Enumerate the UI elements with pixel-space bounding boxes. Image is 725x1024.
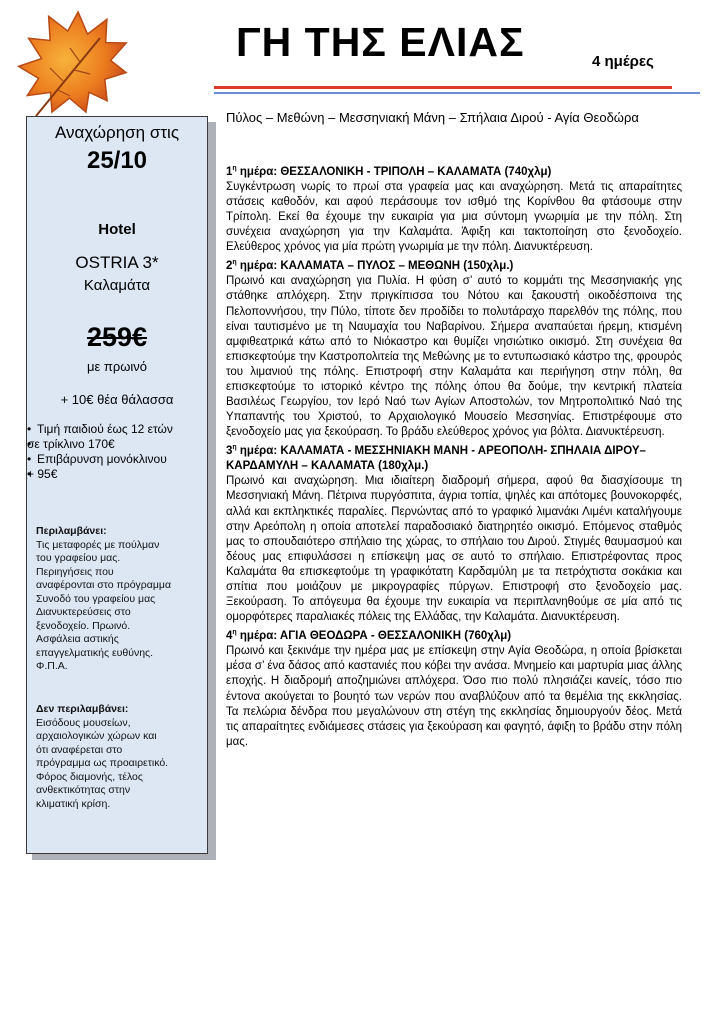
route-summary: Πύλος – Μεθώνη – Μεσσηνιακή Μάνη – Σπήλαια Διρού - Αγία Θεοδώρα [226,110,639,125]
includes-line: Περιηγήσεις που [36,565,114,578]
hotel-city: Καλαμάτα [83,277,151,294]
includes-line: του γραφείου μας. [36,552,121,564]
day-number: 4 [226,630,233,643]
excludes-line: Εισόδους μουσείων, [36,716,131,729]
departure-date: 25/10 [86,147,148,174]
excludes-line: ότι αναφέρεται στο [36,743,123,756]
page-title: ΓΗ ΤΗΣ ΕΛΙΑΣ [236,19,525,65]
includes-line: αναφέρονται στο πρόγραμμα [36,579,172,591]
sea-view-extra: + 10€ θέα θάλασσα [60,392,174,407]
day-number: 1 [226,165,233,178]
price-note-item: • Επιβάρυνση μονόκλινου [27,452,205,467]
day-description: Συγκέντρωση νωρίς το πρωί στα γραφεία μας και αναχώρηση. Μετά τις απαραίτητες στάσεις καθοδόν, και αφού περάσουμε τον ισθμό της Κορίνθου θα φτάσουμε στην Τρίπολη. Εκεί θα έχουμε την ευκαιρία για μια σύντομη γνωριμία με την πόλη. Στη συνέχεια αναχώρηση για την Καλαμάτα. Άφιξη και τακτοποίηση στο ξενοδοχείο. Ελεύθερος χρόνος για μία πρώτη γνωριμία με την πόλη. Διανυκτέρευση. [226,180,682,254]
day-description: Πρωινό και αναχώρηση για Πυλία. Η φύση σ’ αυτό το κομμάτι της Μεσσηνιακής γης στάθηκε απλόχερη. Στην πριγκίπισσα του Νότου και ξακουστή οικοδέσποινα της Πελοποννήσου, την Πύλο, τίποτε δεν προδίδει το πολυτάραχο παρελθόν της πόλης, που είναι ταυτισμένο με τη Ναυμαχία του Ναβαρίνου. Σήμερα αναπαύεται ήρεμη, κτισμένη αμφιθεατρικά κάτω από το Νιόκαστρο και θυμίζει νησιώτικο οικισμό. Στη συνέχεια θα επισκεφτούμε την Καστροπολιτεία της Μεθώνης με το εντυπωσιακό κάστρο της, φρουρός του λιμανιού της πόλης. Επιστροφή στην Καλαμάτα και περιήγηση στην πόλη, θα επισκεφτούμε το ιστορικό κέντρο της πόλης όπου θα δούμε, την κεντρική πλατεία Βασιλέως Γεωργίου, τον Ιερό Ναό των Αγίων Αποστολών, τον Μητροπολιτικό Ναό της Υπαπαντής του Χριστού, το Αρχαιολογικό Μουσείο Μεσσηνίας. Επιστρέφουμε στο ξενοδοχείο μας για ξεκούραση. Το βράδυ ελεύθερος χρόνος για βόλτα. Διανυκτέρευση. [226,275,682,439]
price-note-item: • σε τρίκλινο 170€ [27,437,205,452]
price-note-item: • Τιμή παιδιού έως 12 ετών [27,422,205,437]
excludes-section [36,703,202,811]
price-notes-list [27,422,205,482]
includes-section [36,525,202,674]
day-heading [226,255,682,274]
day-heading [226,625,682,644]
departure-label: Αναχώρηση στις [54,123,180,142]
day-ordinal: η [232,165,237,172]
day-heading [226,440,682,474]
includes-title: Περιλαμβάνει: [36,525,107,537]
includes-line: Τις μεταφορές με πούλμαν [36,538,160,551]
excludes-line: ανθεκτικότητας στην [36,784,131,796]
day-heading-text: ημέρα: ΘΕΣΣΑΛΟΝΙΚΗ - ΤΡΙΠΟΛΗ – ΚΑΛΑΜΑΤΑ (740χλμ) [236,165,552,178]
header-rule-blue [214,92,700,94]
excludes-line: Φόρος διαμονής, τέλος [36,770,143,783]
excludes-line: κλιματική κρίση. [36,797,111,810]
day-number: 3 [226,445,233,458]
includes-line: Συνοδό του γραφείου μας [36,592,156,605]
price: 259€ [86,322,148,352]
excludes-line: αρχαιολογικών χώρων και [36,730,157,742]
itinerary [226,161,682,750]
excludes-line: πρόγραμμα ως προαιρετικό. [36,757,169,769]
includes-line: Φ.Π.Α. [36,660,68,672]
day-description: Πρωινό και αναχώρηση. Μια ιδιαίτερη διαδρομή σήμερα, αφού θα διασχίσουμε τη Μεσσηνιακή Μάνη. Πέτρινα πυργόσπιτα, άγρια τοπία, ψηλές και απότομες βουνοκορφές, αλλά και εκπληκτικές παραλίες. Περνώντας από το γραφικό λιμανάκι Λιμένι καταλήγουμε στην Αρεόπολη η οποία αποτελεί παραδοσιακό διατηρητέο οικισμό. Επόμενος σταθμός μας το σπουδαιότερο σπήλαιο της χώρας, το σπήλαιο του Διρού. Στιγμές θαυμασμού και δέους μας επιφυλάσσει η επίσκεψη μας σε αυτό το σπήλαιο. Επιστρέφοντας προς Καλαμάτα θα επισκεφτούμε τη γραφικότατη Καρδαμύλη με τα πετρόχτιστα σοκάκια και σπίτια που μοιάζουν με μικρογραφίες πύργων. Επιστροφή στο ξενοδοχείο μας. Ξεκούραση. Το απόγευμα θα έχουμε την ευκαιρία να περιπλανηθούμε σε μία από τις ομορφότερες παραλιακές πόλεις της Ελλάδας, την Καλαμάτα. Διανυκτέρευση. [226,475,682,624]
day-description: Πρωινό και ξεκινάμε την ημέρα μας με επίσκεψη στην Αγία Θεοδώρα, η οποία βρίσκεται μέσα σ’ ένα δάσος από καστανιές που κόβει την ανάσα. Μνημείο και μαρτυρία μιας άλλης εποχής. Η διαδρομή αποζημιώνει απλόχερα. Όσο πιο πολύ πλησιάζει κανείς, τόσο πιο έντονα ακούγεται το βουητό των νερών που αναβλύζουν από τα θεμέλια της εκκλησίας. Τα πελώρια δένδρα που μεγαλώνουν στη στέγη της εκκλησίας δημιουργούν δέος. Μετά τις απαραίτητες ενδιάμεσες στάσεις για ξεκούραση και φαγητό, άφιξη το βράδυ στην πόλη μας. [226,645,682,748]
price-note-item: • + 95€ [27,467,205,482]
price-note: με πρωινό [86,359,148,374]
duration-label: 4 ημέρες [592,53,654,70]
header-rule-red [214,86,672,89]
day-heading-text: ημέρα: ΑΓΙΑ ΘΕΟΔΩΡΑ - ΘΕΣΣΑΛΟΝΙΚΗ (760χλμ) [236,630,512,643]
day-ordinal: η [232,259,237,267]
includes-line: επαγγελματικής ευθύνης. [36,646,154,659]
sidebar-info-box [26,116,208,854]
day-heading [226,161,682,180]
day-heading-text: ημέρα: ΚΑΛΑΜΑΤΑ – ΠΥΛΟΣ – ΜΕΘΩΝΗ (150χλμ.) [236,260,514,273]
day-ordinal: η [232,629,237,637]
day-ordinal: η [232,444,237,452]
hotel-name: OSTRIA 3* [75,253,159,272]
day-number: 2 [226,260,233,273]
includes-line: Διανυκτερεύσεις στο [36,606,131,618]
hotel-label: Hotel [98,221,136,238]
excludes-title: Δεν περιλαμβάνει: [36,703,129,715]
autumn-leaf-icon [14,4,134,126]
day-heading-text: ημέρα: ΚΑΛΑΜΑΤΑ - ΜΕΣΣΗΝΙΑΚΗ ΜΑΝΗ - ΑΡΕΟΠΟΛΗ- ΣΠΗΛΑΙΑ ΔΙΡΟΥ– ΚΑΡΔΑΜΥΛΗ – ΚΑΛΑΜΑΤΑ (180χλμ.) [226,445,646,473]
includes-line: ξενοδοχείο. Πρωινό. [36,619,131,632]
includes-line: Ασφάλεια αστικής [36,633,119,645]
